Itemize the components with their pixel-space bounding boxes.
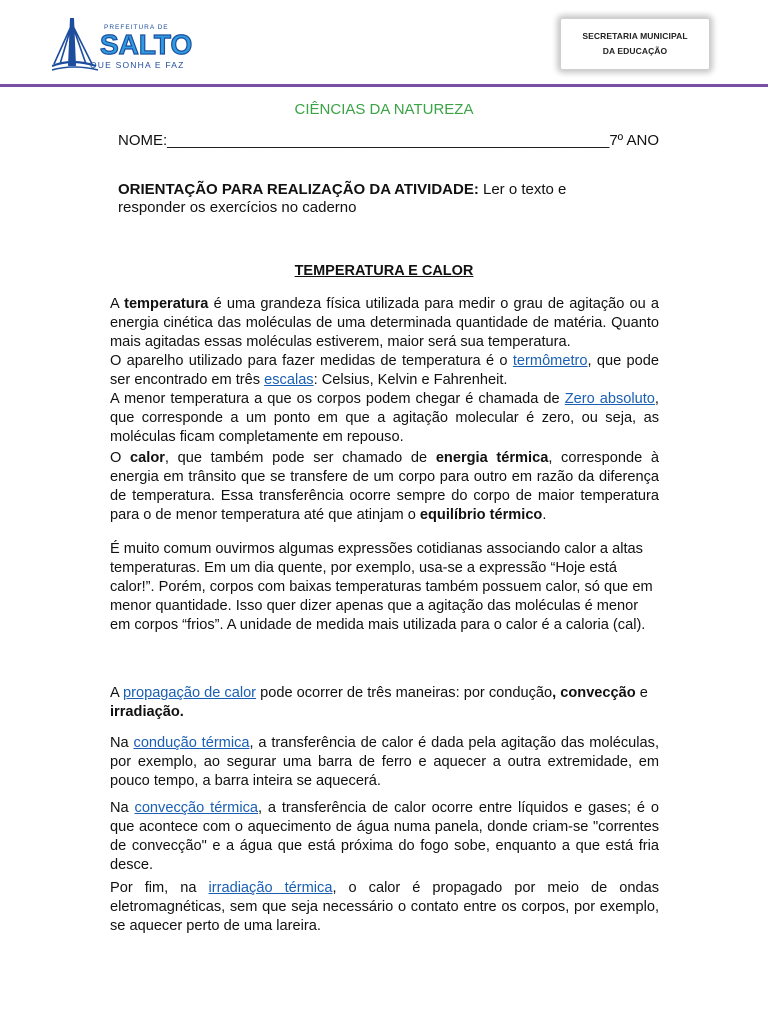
orientation-instructions bbox=[118, 181, 588, 217]
text-span: Por fim, na bbox=[110, 880, 209, 896]
term-temperatura: temperatura bbox=[124, 296, 209, 312]
term-energia-termica: energia térmica bbox=[435, 450, 549, 466]
paragraph-conveccao bbox=[110, 799, 659, 875]
name-blank: _____________________________________________________ bbox=[167, 132, 610, 149]
text-span: , que corresponde a um ponto em que a agitação molecular é zero, ou seja, as moléculas ficam completamente em repouso. bbox=[110, 391, 659, 445]
text-span: , o calor é propagado por meio de ondas eletromagnéticas, sem que seja necessário o contato entre os corpos, por exemplo, se aquecer perto de uma lareira. bbox=[110, 880, 659, 934]
term-calor: calor bbox=[130, 450, 165, 466]
text-span: . bbox=[542, 507, 547, 523]
text-span: Na bbox=[110, 735, 134, 751]
paragraph-irradiacao bbox=[110, 879, 659, 936]
link-irradiacao-termica[interactable]: irradiação térmica bbox=[208, 880, 333, 896]
link-conveccao-termica[interactable]: convecção térmica bbox=[134, 800, 258, 816]
text-span: , que também pode ser chamado de bbox=[164, 450, 436, 466]
svg-text:QUE SONHA E FAZ: QUE SONHA E FAZ bbox=[90, 60, 185, 70]
article-title: TEMPERATURA E CALOR bbox=[294, 263, 474, 279]
link-conducao-termica[interactable]: condução térmica bbox=[133, 735, 250, 751]
name-field-line bbox=[118, 132, 659, 149]
text-span: pode ocorrer de três maneiras: por condução bbox=[256, 685, 553, 701]
text-span: , a transferência de calor ocorre entre líquidos e gases; é o que acontece com o aquecimento de água numa panela, donde criam-se "correntes de convecção" e a água que está próxima do fogo sobe, enquanto a que está fria desce. bbox=[110, 800, 659, 873]
text-span: , corresponde à energia em trânsito que se transfere de um corpo para outro em razão da diferença de temperatura. Essa transferência ocorre sempre do corpo de maior temperatura para o de menor temperatura até que atinjam o bbox=[110, 450, 659, 523]
text-span: O bbox=[110, 450, 131, 466]
subject-heading: CIÊNCIAS DA NATUREZA bbox=[294, 101, 474, 118]
svg-text:SALTO: SALTO bbox=[100, 29, 193, 60]
link-zero-absoluto[interactable]: Zero absoluto bbox=[564, 391, 655, 407]
text-span: é uma grandeza física utilizada para medir o grau de agitação ou a energia cinética das moléculas de uma determinada quantidade de matéria. Quanto mais agitadas essas moléculas estiverem, maior será sua temperatura. bbox=[110, 296, 659, 350]
paragraph-calor bbox=[110, 449, 659, 525]
text-span: A bbox=[110, 296, 125, 312]
paragraph-conducao bbox=[110, 734, 659, 791]
header-divider bbox=[0, 84, 768, 87]
paragraph-propagacao bbox=[110, 684, 659, 722]
text-span: , a transferência de calor é dada pela agitação das moléculas, por exemplo, ao segurar uma barra de ferro e aquecer a outra extremidade, em pouco tempo, a barra inteira se aquecerá. bbox=[110, 735, 659, 789]
prefeitura-salto-logo bbox=[52, 14, 202, 76]
seal-line-1: SECRETARIA MUNICIPAL bbox=[582, 31, 688, 41]
link-termometro[interactable]: termômetro bbox=[512, 353, 588, 369]
term-irradiacao: irradiação. bbox=[110, 704, 184, 720]
term-conveccao: , convecção bbox=[552, 685, 636, 701]
text-span: O aparelho utilizado para fazer medidas de temperatura é o bbox=[110, 353, 513, 369]
paragraph-temperatura bbox=[110, 295, 659, 447]
text-span: A bbox=[110, 685, 123, 701]
name-label: NOME: bbox=[118, 132, 168, 149]
orientation-text: Ler o texto e responder os exercícios no caderno bbox=[118, 181, 567, 216]
term-equilibrio-termico: equilíbrio térmico bbox=[419, 507, 543, 523]
svg-text:PREFEITURA DE: PREFEITURA DE bbox=[104, 24, 169, 31]
text-span: Na bbox=[110, 800, 135, 816]
document-header bbox=[0, 0, 768, 88]
grade-label: 7º ANO bbox=[609, 132, 659, 149]
text-span: e bbox=[635, 685, 648, 701]
paragraph-expressoes: É muito comum ouvirmos algumas expressões cotidianas associando calor a altas temperaturas. Em um dia quente, por exemplo, usa-se a expressão “Hoje está calor!”. Porém, corpos com baixas temperaturas também possuem calor, só que em menor quantidade. Isso quer dizer apenas que a agitação das moléculas é menor em corpos “frios”. A unidade de medida mais utilizada para o calor é a caloria (cal). bbox=[110, 541, 653, 633]
secretaria-seal bbox=[560, 18, 710, 70]
link-propagacao-de-calor[interactable]: propagação de calor bbox=[122, 685, 257, 701]
text-span: : Celsius, Kelvin e Fahrenheit. bbox=[313, 372, 508, 388]
text-span: A menor temperatura a que os corpos podem chegar é chamada de bbox=[110, 391, 565, 407]
orientation-label: ORIENTAÇÃO PARA REALIZAÇÃO DA ATIVIDADE: bbox=[118, 181, 479, 198]
seal-line-2: DA EDUCAÇÃO bbox=[602, 46, 668, 56]
text-span: , que pode ser encontrado em três bbox=[110, 353, 659, 388]
link-escalas[interactable]: escalas bbox=[264, 372, 314, 388]
